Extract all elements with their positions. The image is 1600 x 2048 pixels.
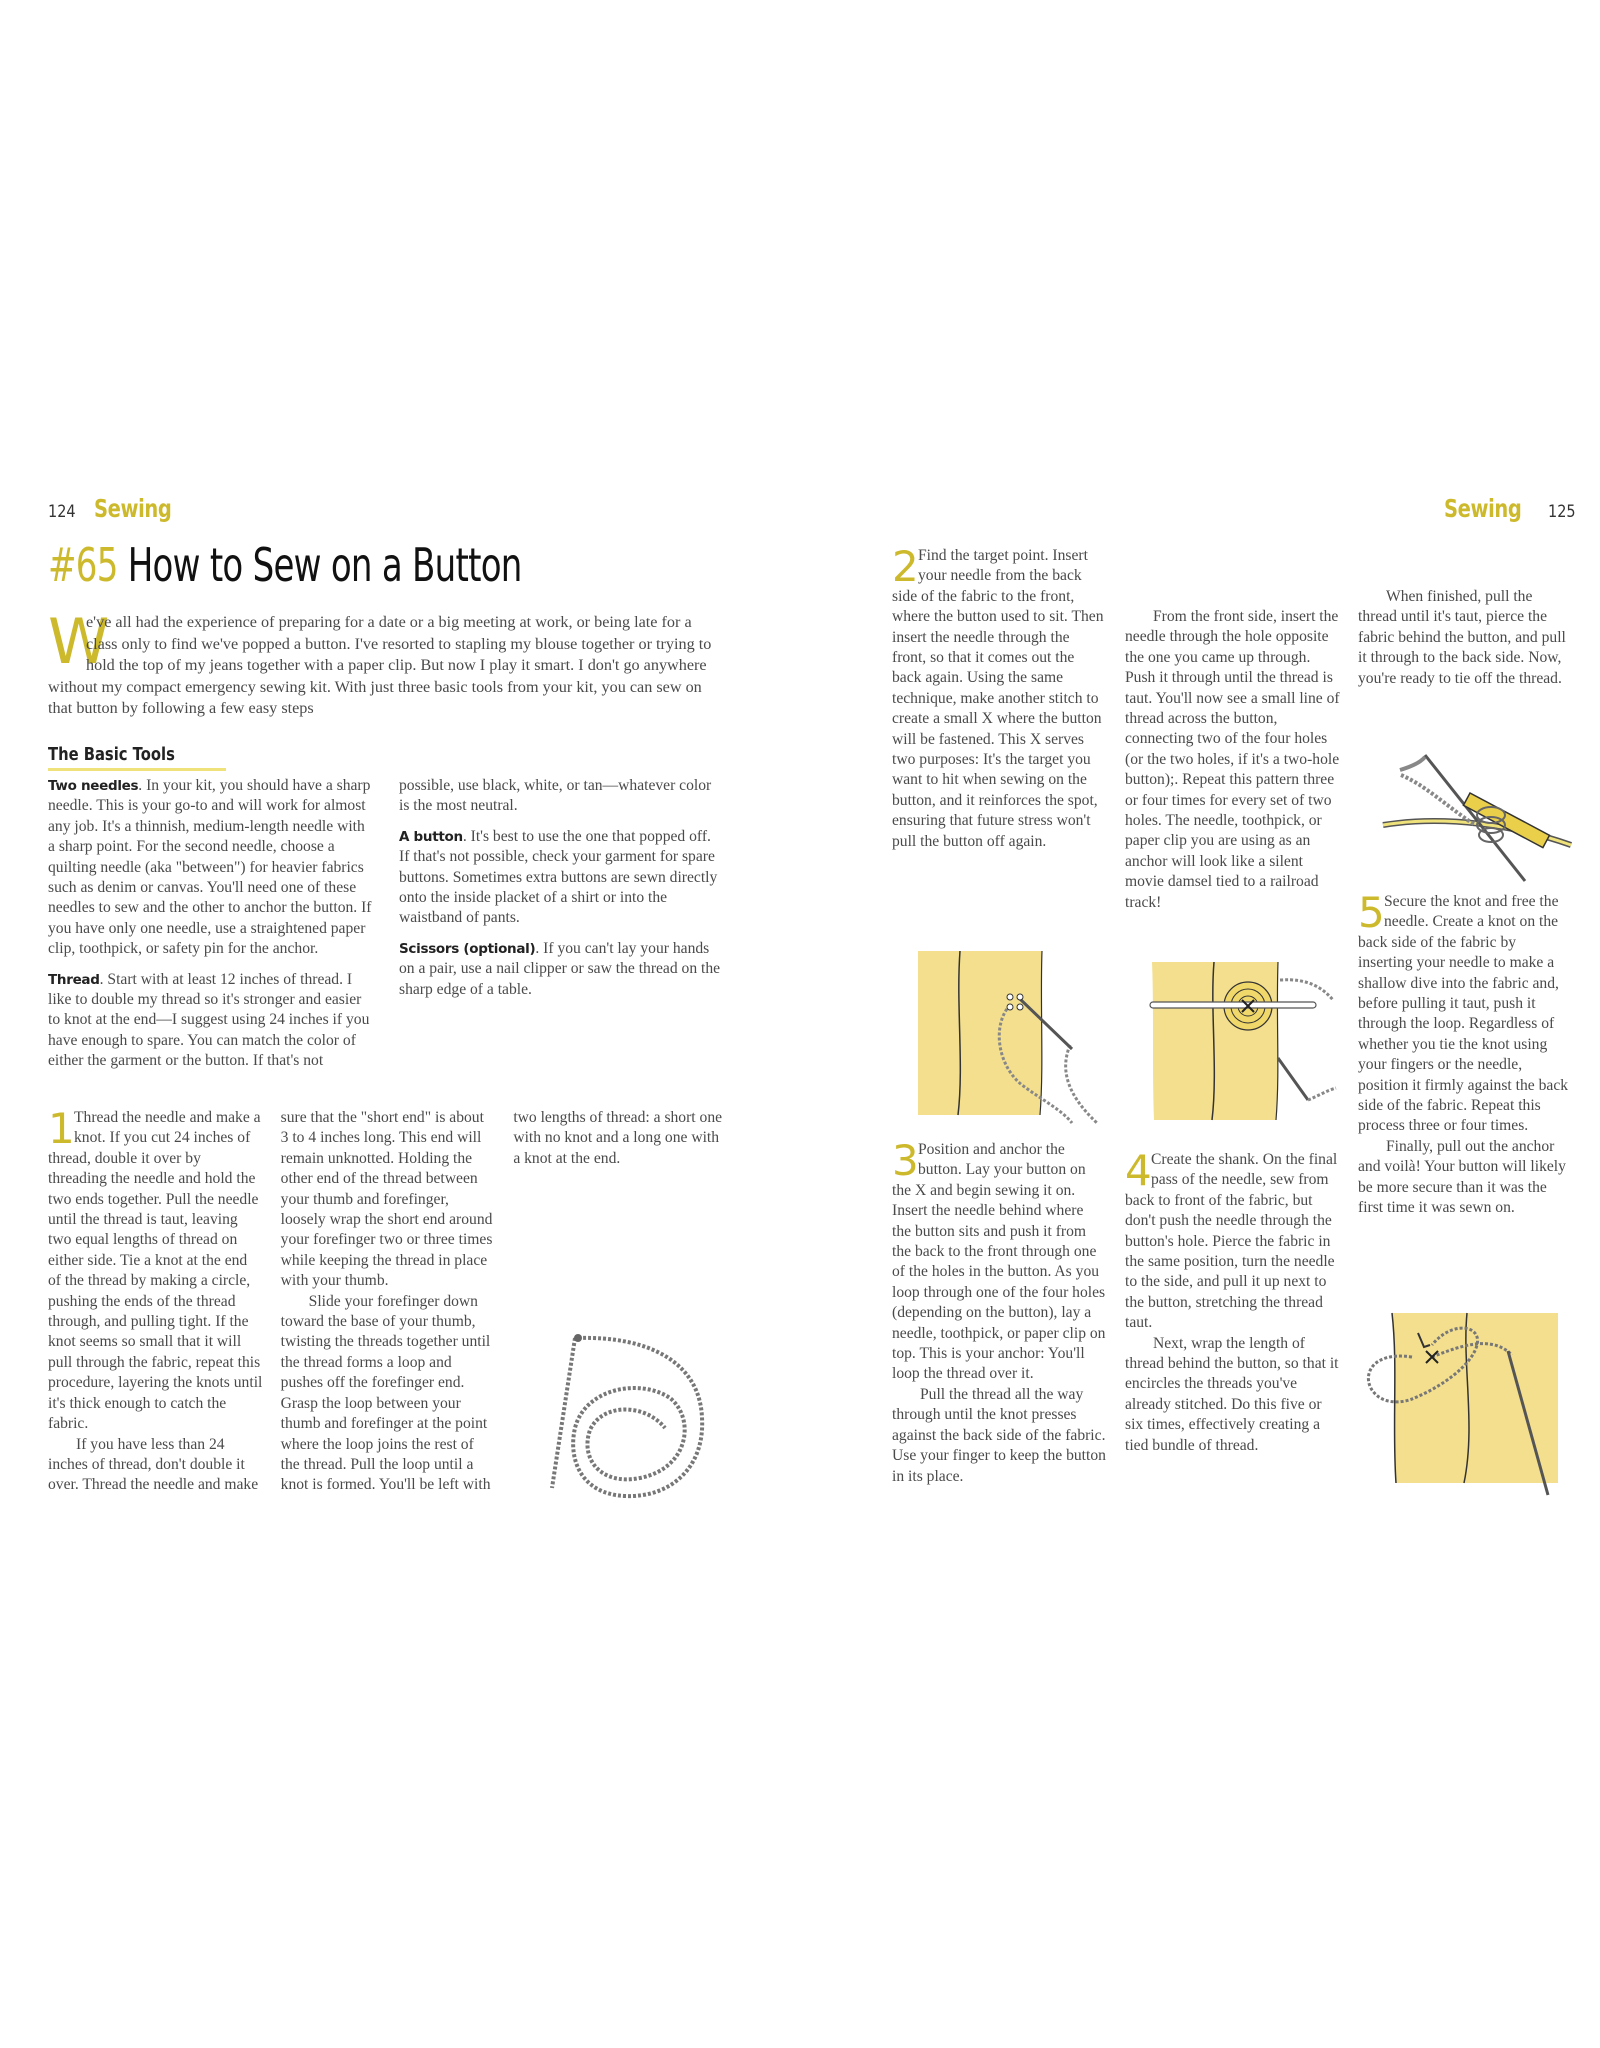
step-5-para-1: [1358, 888, 1572, 1137]
step-4-continued: [1358, 546, 1572, 689]
thread-end: [1400, 757, 1425, 770]
intro-text: e've all had the experience of preparing for a date or a big meeting at work, or being late for a class only to find we've popped a button. I've resorted to stapling my blouse together or trying to hold the top of my jeans together with a paper clip. But now I play it smart. I don't go anywhere without my compact emergency sewing kit. With just three basic tools from your kit, you can sew on that button by following a few easy steps: [48, 613, 712, 718]
x-hole: [1017, 994, 1023, 1000]
step-3-continued: [1125, 546, 1340, 913]
step-1-para-1: [48, 1104, 263, 1435]
tool-text: . If you can't lay your hands on a pair, use a nail clipper or saw the thread on the sharp edge of a table.: [399, 939, 721, 998]
thread-coil-illustration: [530, 1318, 715, 1504]
step-text: Thread the needle and make a knot. If you cut 24 inches of thread, double it over by threading the needle and hold the two ends together. Pull the needle until the thread is taut, leaving two equal lengths of thread on either side. Tie a knot at the end of the thread by making a circle, pushing the ends of the thread through, and pulling tight. If the knot seems so small that it will pull through the fabric, repeat this procedure, layering the knots until it's thick enough to catch the fabric.: [48, 1109, 263, 1433]
anchor-needle: [1150, 1002, 1316, 1008]
step-3-para-2: Pull the thread all the way through until the knot presses against the back side of the fabric. Use your finger to keep the button in its place.: [892, 1385, 1106, 1485]
step-number-3: 3: [892, 1140, 919, 1185]
tools-list: [48, 776, 724, 1082]
running-head-left: Sewing: [94, 494, 172, 523]
tool-lead: Scissors (optional): [399, 940, 536, 957]
step-1-para-2: If you have less than 24 inches of thread, don't double it over. Thread the needle and make sure that the "short end" is about 3 to 4 inches long. This end will remain unknotted. Holding the other end of the thread between your thumb and forefinger, loosely wrap the short end around your forefinger two or three times while keeping the thread in place with your thumb.: [48, 1109, 493, 1494]
tool-text: . It's best to use the one that popped off. If that's not possible, check your garment for spare buttons. Sometimes extra buttons are sewn directly onto the inside placket of a shirt or into the waistband of pants.: [399, 827, 718, 927]
knot-illustration: [1352, 1295, 1567, 1500]
step-2: [892, 542, 1106, 852]
title-text: How to Sew on a Button: [127, 538, 522, 592]
tool-lead: Thread: [48, 971, 100, 988]
step-1-para-3: Slide your forefinger down toward the base of your thumb, twisting the threads together until the thread forms a loop and pushes off the forefinger end. Grasp the loop between your thumb and forefinger at the point where the loop joins the rest of the thread. Pull the loop until a knot is formed. You'll be left with two lengths of thread: a short one with no knot and a long one with a knot at the end.: [280, 1109, 723, 1494]
x-hole: [1007, 1004, 1013, 1010]
step-4-para-1: [1125, 1146, 1340, 1334]
step-5-para-2: Finally, pull out the anchor and voilà! Your button will likely be more secure than it was the first time it was sewn on.: [1358, 1137, 1566, 1217]
step-2-para-1: [892, 542, 1106, 852]
intro-dropcap: W: [48, 605, 110, 678]
step-4: [1125, 1146, 1340, 1456]
tool-text: . In your kit, you should have a sharp needle. This is your go-to and will work for almost any job. It's a thinnish, medium-length needle with a sharp point. For the second needle, choose a quilting needle (aka "between") for heavier fabrics such as denim or canvas. You'll need one of these needles to sew and the other to anchor the button. If you have only one needle, use a straightened paper clip, toothpick, or safety pin for the anchor.: [48, 777, 372, 958]
step-4-para-3: When finished, pull the thread until it's taut, pierce the fabric behind the button, and pull it through to the back side. Now, you're ready to tie off the thread.: [1358, 588, 1566, 687]
step-text: Create the shank. On the final pass of the needle, sew from back to front of the fabric, but don't push the needle through the button's hole. Pierce the fabric in the same position, turn the needle to the side, and pull it up next to the button, stretching the thread taut.: [1125, 1151, 1338, 1332]
step-text: Position and anchor the button. Lay your button on the X and begin sewing it on. Insert the needle behind where the button sits and push it from the back to the front through one of the holes in the button. As you loop through one of the four holes (depending on the button), lay a needle, toothpick, or paper clip on top. This is your anchor: You'll loop the thread over it.: [892, 1141, 1106, 1383]
fabric-swatch: [918, 951, 1042, 1115]
thread: [1401, 775, 1475, 825]
fabric-x-illustration: [912, 945, 1102, 1125]
tool-two-needles: [48, 776, 373, 960]
thread: [1280, 980, 1333, 1000]
button-anchor-illustration: [1148, 950, 1338, 1130]
step-text: Find the target point. Insert your needle from the back side of the fabric to the front, where the button used to sit. Then insert the needle through the front, so that it comes out the back again. Using the same technique, make another stitch to create a small X where the button will be fastened. This X serves two purposes: It's the target you want to hit when sewing on the button, and it reinforces the spot, ensuring that future stress won't pull the button off again.: [892, 547, 1104, 850]
step-3: [892, 1140, 1106, 1506]
left-running-header: [48, 494, 268, 524]
intro-paragraph: [48, 605, 724, 720]
step-5: [1358, 888, 1572, 1219]
step-number-2: 2: [892, 542, 919, 591]
step-4-para-2: Next, wrap the length of thread behind the button, so that it encircles the threads you've already stitched. Do this five or six times, effectively creating a tied bundle of thread.: [1125, 1334, 1339, 1454]
shank-illustration: [1375, 745, 1575, 885]
tool-scissors: [399, 939, 724, 1000]
page-number-left: 124: [48, 502, 76, 522]
tool-lead: A button: [399, 828, 463, 845]
page-number-right: 125: [1548, 502, 1576, 522]
step-number-5: 5: [1358, 888, 1385, 937]
step-text: Secure the knot and free the needle. Create a knot on the back side of the fabric by inserting your needle to make a shallow dive into the fabric and, before pulling it taut, push it through the loop. Regardless of whether you tie the knot using your fingers or the needle, position it firmly against the back side of the fabric. Repeat this process three or four times.: [1358, 893, 1569, 1135]
tool-lead: Two needles: [48, 778, 139, 794]
tool-button: [399, 827, 724, 929]
running-head-right: Sewing: [1444, 494, 1522, 523]
tool-text: . Start with at least 12 inches of thread. I like to double my thread so it's stronger and easier to knot at the end—I suggest using 24 inches if you have enough to spare. You can match the color of either the garment or the button. If that's not possible, use black, white, or tan—whatever color is the most neutral.: [48, 777, 712, 1070]
tools-heading-block: [48, 744, 226, 771]
needle-line: [552, 1338, 575, 1488]
thread-2: [1066, 1045, 1097, 1123]
right-running-header: [1430, 494, 1580, 524]
sewing-needle: [1278, 1058, 1308, 1100]
tools-heading: The Basic Tools: [48, 744, 175, 765]
tools-heading-underline: [48, 768, 226, 771]
step-3-para-3: From the front side, insert the needle through the hole opposite the one you came up through. Push it through until the thread is taut. You'll now see a small line of thread across the button, connecting two of the four holes (or the two holes, if it's a two-hole button);. Repeat this pattern three or four times for every set of two holes. The needle, toothpick, or paper clip you are using as an anchor will look like a silent movie damsel tied to a railroad track!: [1125, 608, 1340, 911]
step-3-para-1: [892, 1140, 1106, 1385]
needle-eye: [574, 1334, 582, 1342]
x-hole: [1017, 1004, 1023, 1010]
page-title: [48, 538, 522, 592]
thread-end: [1308, 1088, 1336, 1100]
step-number-1: 1: [48, 1104, 75, 1153]
coil-path: [573, 1338, 702, 1496]
step-number-4: 4: [1125, 1146, 1152, 1195]
x-hole: [1007, 994, 1013, 1000]
title-number: #65: [48, 538, 118, 592]
